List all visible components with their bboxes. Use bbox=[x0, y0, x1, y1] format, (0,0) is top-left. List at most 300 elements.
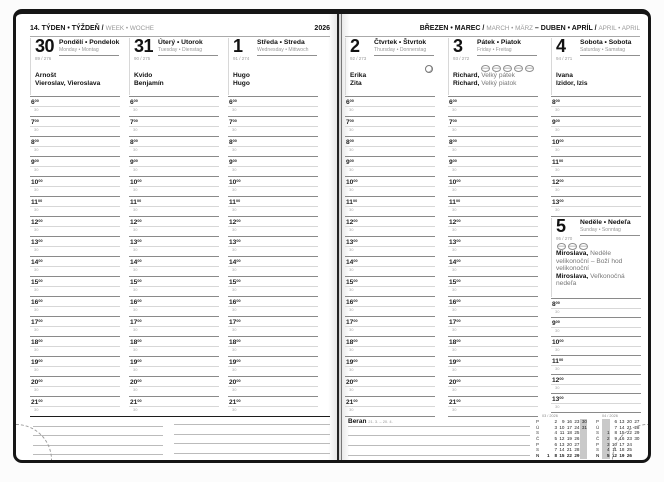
half-hour-label: 30 bbox=[452, 306, 457, 312]
day-header bbox=[30, 38, 121, 95]
easter-egg-icon bbox=[579, 243, 588, 250]
hour-minutes: 00 bbox=[232, 99, 237, 103]
mini-calendar-day: 29 bbox=[634, 430, 640, 436]
zodiac-range: 21. 3. – 20. 4. bbox=[368, 419, 393, 424]
hour-minutes: 00 bbox=[137, 299, 142, 303]
hour-number: 12 bbox=[31, 219, 39, 226]
time-slot bbox=[228, 317, 318, 337]
hour-number: 17 bbox=[346, 319, 354, 326]
half-hour-label: 30 bbox=[34, 186, 39, 192]
time-slot bbox=[448, 197, 538, 217]
half-hour-line bbox=[30, 326, 120, 327]
hour-minutes: 00 bbox=[232, 139, 237, 143]
hour-number: 9 bbox=[449, 159, 453, 166]
hour-number: 6 bbox=[449, 99, 453, 106]
half-hour-label: 30 bbox=[34, 286, 39, 292]
hour-label bbox=[449, 318, 461, 326]
hour-number: 14 bbox=[31, 259, 39, 266]
hour-number: 7 bbox=[229, 119, 233, 126]
hour-minutes: 00 bbox=[236, 339, 241, 343]
hour-label bbox=[130, 338, 142, 346]
name-day-bold: Richard, bbox=[453, 79, 480, 87]
half-hour-label: 30 bbox=[232, 246, 237, 252]
hour-label bbox=[130, 118, 138, 126]
half-hour-label: 30 bbox=[349, 246, 354, 252]
time-slot bbox=[448, 317, 538, 337]
time-slot bbox=[30, 97, 120, 117]
hour-label bbox=[552, 118, 560, 126]
hour-label bbox=[449, 198, 460, 206]
time-slot bbox=[228, 257, 318, 277]
half-hour-line bbox=[30, 126, 120, 127]
time-slot bbox=[129, 217, 219, 237]
hour-minutes: 00 bbox=[232, 159, 237, 163]
hour-label bbox=[552, 338, 564, 346]
half-hour-line bbox=[551, 346, 641, 347]
half-hour-label: 30 bbox=[555, 146, 560, 152]
name-day-bold: Ivana bbox=[556, 72, 573, 79]
hour-label bbox=[346, 138, 354, 146]
easter-egg-icon bbox=[503, 65, 512, 72]
hour-number: 19 bbox=[31, 359, 39, 366]
time-slot bbox=[129, 137, 219, 157]
hour-number: 9 bbox=[130, 159, 134, 166]
half-hour-label: 30 bbox=[133, 106, 138, 112]
hour-number: 12 bbox=[552, 179, 560, 186]
easter-egg-icon bbox=[557, 243, 566, 250]
half-hour-label: 30 bbox=[555, 166, 560, 172]
week-title: 14. TÝDEN • TÝŽDEŇ / bbox=[30, 25, 104, 32]
weekday-letter: P bbox=[596, 419, 600, 424]
half-hour-label: 30 bbox=[34, 166, 39, 172]
half-hour-label: 30 bbox=[452, 166, 457, 172]
time-slot bbox=[448, 297, 538, 317]
day-number: 3 bbox=[453, 36, 463, 56]
half-hour-line bbox=[30, 346, 120, 347]
time-slot bbox=[30, 197, 120, 217]
day-title-rule bbox=[257, 55, 317, 56]
mini-calendar-day bbox=[580, 453, 588, 459]
day-number: 31 bbox=[134, 36, 154, 56]
hour-minutes: 00 bbox=[559, 377, 564, 381]
mini-calendar-day: 18 bbox=[619, 447, 625, 453]
time-slot bbox=[448, 257, 538, 277]
name-day-line bbox=[556, 80, 641, 88]
hour-minutes: 00 bbox=[136, 199, 142, 203]
hour-minutes: 00 bbox=[137, 219, 142, 223]
mini-calendar-day: 13 bbox=[619, 419, 625, 424]
diary-book bbox=[13, 9, 651, 463]
hour-minutes: 00 bbox=[456, 399, 461, 403]
hour-label bbox=[31, 338, 43, 346]
name-days bbox=[233, 72, 318, 87]
note-line bbox=[174, 453, 330, 454]
hour-minutes: 00 bbox=[137, 339, 142, 343]
day-number: 1 bbox=[233, 36, 243, 56]
hour-minutes: 00 bbox=[133, 139, 138, 143]
hour-label bbox=[31, 218, 43, 226]
half-hour-label: 30 bbox=[349, 226, 354, 232]
day-name-intl: Wednesday • Mittwoch bbox=[257, 46, 309, 53]
hour-number: 10 bbox=[552, 339, 560, 346]
hour-number: 16 bbox=[346, 299, 354, 306]
half-hour-line bbox=[448, 106, 538, 107]
half-hour-label: 30 bbox=[555, 346, 560, 352]
time-grid bbox=[551, 298, 641, 413]
half-hour-line bbox=[228, 346, 318, 347]
half-hour-label: 30 bbox=[452, 186, 457, 192]
name-days bbox=[350, 72, 435, 87]
hour-label bbox=[552, 395, 564, 403]
mini-calendar-day: 14 bbox=[619, 424, 625, 430]
mini-calendar-day: 10 bbox=[559, 424, 565, 430]
hour-label bbox=[229, 278, 241, 286]
hour-minutes: 00 bbox=[38, 239, 43, 243]
time-slot bbox=[345, 277, 435, 297]
half-hour-line bbox=[30, 206, 120, 207]
half-hour-label: 30 bbox=[555, 126, 560, 132]
hour-number: 9 bbox=[346, 159, 350, 166]
half-hour-label: 30 bbox=[452, 286, 457, 292]
half-hour-label: 30 bbox=[555, 106, 560, 112]
time-slot bbox=[129, 177, 219, 197]
note-line bbox=[174, 443, 330, 444]
hour-minutes: 00 bbox=[559, 199, 564, 203]
weekday-letter: Č bbox=[536, 436, 540, 442]
left-header-rule bbox=[30, 36, 330, 37]
day-name-intl: Saturday • Samstag bbox=[580, 46, 626, 53]
hour-label bbox=[346, 398, 358, 406]
name-day-bold: Izidor, Izis bbox=[556, 79, 588, 87]
hour-label bbox=[130, 378, 142, 386]
hour-minutes: 00 bbox=[558, 159, 564, 163]
time-slot bbox=[551, 394, 641, 413]
time-slot bbox=[30, 297, 120, 317]
day-name-local: Úterý • Utorok bbox=[158, 39, 203, 46]
half-hour-line bbox=[30, 166, 120, 167]
half-hour-label: 30 bbox=[452, 366, 457, 372]
hour-minutes: 00 bbox=[236, 399, 241, 403]
hour-label bbox=[130, 138, 138, 146]
hour-label bbox=[449, 118, 457, 126]
note-line bbox=[33, 435, 163, 436]
hour-label bbox=[229, 378, 241, 386]
hour-label bbox=[229, 298, 241, 306]
day-header-top bbox=[552, 218, 642, 241]
day-title-rule bbox=[580, 55, 640, 56]
hour-label bbox=[31, 238, 43, 246]
hour-label bbox=[346, 338, 358, 346]
mini-calendar-day: 25 bbox=[574, 430, 580, 436]
half-hour-line bbox=[448, 306, 538, 307]
day-titles bbox=[59, 39, 119, 56]
mini-calendar-day: 30 bbox=[634, 436, 640, 442]
name-day-bold: Richard, bbox=[453, 72, 480, 79]
hour-number: 13 bbox=[449, 239, 457, 246]
time-slot bbox=[345, 397, 435, 417]
half-hour-line bbox=[448, 206, 538, 207]
day-name-intl: Thursday • Donnerstag bbox=[374, 46, 427, 53]
hour-label bbox=[31, 118, 39, 126]
hour-minutes: 00 bbox=[352, 199, 358, 203]
time-slot bbox=[228, 237, 318, 257]
easter-egg-icon bbox=[525, 65, 534, 72]
hour-minutes: 00 bbox=[232, 119, 237, 123]
hour-label bbox=[346, 298, 358, 306]
half-hour-line bbox=[30, 246, 120, 247]
half-hour-label: 30 bbox=[133, 386, 138, 392]
hour-minutes: 00 bbox=[353, 239, 358, 243]
name-days bbox=[556, 250, 641, 288]
hour-minutes: 00 bbox=[34, 139, 39, 143]
weekday-letter: N bbox=[596, 453, 600, 459]
mini-calendar-day: 2 bbox=[554, 419, 557, 424]
half-hour-line bbox=[228, 366, 318, 367]
half-hour-line bbox=[129, 146, 219, 147]
hour-label bbox=[31, 318, 43, 326]
hour-label bbox=[229, 398, 241, 406]
half-hour-label: 30 bbox=[133, 326, 138, 332]
time-slot bbox=[228, 117, 318, 137]
weekday-letter: P bbox=[536, 419, 540, 424]
time-slot bbox=[129, 277, 219, 297]
month-march: BŘEZEN • MAREC / bbox=[419, 25, 485, 32]
time-slot bbox=[551, 117, 641, 137]
weekday-letter: P bbox=[536, 441, 540, 447]
day-header-top bbox=[229, 38, 319, 61]
half-hour-label: 30 bbox=[34, 206, 39, 212]
name-day-line bbox=[453, 72, 538, 80]
hour-minutes: 00 bbox=[137, 259, 142, 263]
day-of-year: 91 / 274 bbox=[233, 56, 250, 61]
half-hour-line bbox=[551, 327, 641, 328]
hour-minutes: 00 bbox=[38, 279, 43, 283]
day-icons bbox=[557, 243, 639, 250]
weekday-letter: S bbox=[536, 447, 540, 453]
half-hour-line bbox=[228, 246, 318, 247]
half-hour-label: 30 bbox=[232, 386, 237, 392]
hour-number: 11 bbox=[31, 199, 38, 206]
day-of-year: 93 / 272 bbox=[453, 56, 470, 61]
half-hour-label: 30 bbox=[133, 206, 138, 212]
half-hour-label: 30 bbox=[349, 206, 354, 212]
time-slot bbox=[228, 177, 318, 197]
day-name-local: Středa • Streda bbox=[257, 39, 305, 46]
half-hour-line bbox=[30, 386, 120, 387]
name-day-line bbox=[134, 80, 219, 88]
hour-minutes: 00 bbox=[456, 279, 461, 283]
time-slot bbox=[228, 217, 318, 237]
hour-number: 12 bbox=[552, 377, 560, 384]
hour-number: 16 bbox=[130, 299, 138, 306]
name-day-line bbox=[134, 72, 219, 80]
half-hour-line bbox=[448, 126, 538, 127]
name-day-line bbox=[233, 80, 318, 88]
hour-number: 16 bbox=[449, 299, 457, 306]
half-hour-label: 30 bbox=[349, 406, 354, 412]
hour-label bbox=[449, 158, 457, 166]
easter-egg-icon bbox=[492, 65, 501, 72]
hour-minutes: 00 bbox=[353, 259, 358, 263]
half-hour-label: 30 bbox=[232, 126, 237, 132]
hour-label bbox=[552, 198, 564, 206]
hour-number: 6 bbox=[130, 99, 134, 106]
hour-minutes: 00 bbox=[353, 299, 358, 303]
half-hour-label: 30 bbox=[452, 226, 457, 232]
mini-calendar-day: 16 bbox=[619, 436, 625, 442]
hour-minutes: 00 bbox=[559, 339, 564, 343]
half-hour-line bbox=[228, 306, 318, 307]
hour-number: 11 bbox=[552, 358, 559, 365]
hour-number: 8 bbox=[552, 301, 556, 308]
hour-number: 12 bbox=[449, 219, 457, 226]
holiday-text: Veľkonočná nedeľa bbox=[556, 272, 625, 288]
day-titles bbox=[158, 39, 218, 56]
hour-number: 16 bbox=[31, 299, 39, 306]
day-name-local: Čtvrtek • Štvrtok bbox=[374, 39, 427, 46]
half-hour-line bbox=[129, 126, 219, 127]
hour-number: 15 bbox=[31, 279, 39, 286]
half-hour-line bbox=[129, 406, 219, 407]
page-gutter-line-2 bbox=[341, 14, 342, 460]
hour-number: 18 bbox=[346, 339, 354, 346]
half-hour-line bbox=[551, 365, 641, 366]
time-grid bbox=[448, 96, 538, 417]
hour-number: 11 bbox=[449, 199, 456, 206]
month-april-intl: APRIL • APRIL bbox=[598, 25, 640, 32]
time-slot bbox=[551, 356, 641, 375]
time-slot bbox=[30, 237, 120, 257]
hour-minutes: 00 bbox=[137, 399, 142, 403]
hour-label bbox=[552, 300, 560, 308]
name-day-line bbox=[556, 273, 641, 288]
half-hour-label: 30 bbox=[232, 106, 237, 112]
hour-number: 21 bbox=[31, 399, 39, 406]
half-hour-label: 30 bbox=[349, 366, 354, 372]
time-slot bbox=[30, 157, 120, 177]
time-slot bbox=[551, 97, 641, 117]
day-header bbox=[129, 38, 220, 95]
month-header bbox=[345, 24, 640, 34]
hour-minutes: 00 bbox=[235, 199, 241, 203]
half-hour-line bbox=[30, 286, 120, 287]
half-hour-line bbox=[228, 166, 318, 167]
time-grid bbox=[345, 96, 435, 417]
half-hour-label: 30 bbox=[349, 266, 354, 272]
half-hour-label: 30 bbox=[133, 406, 138, 412]
hour-number: 18 bbox=[229, 339, 237, 346]
half-hour-line bbox=[228, 186, 318, 187]
hour-label bbox=[130, 358, 142, 366]
mini-calendar-day: 31 bbox=[580, 425, 588, 431]
name-days bbox=[556, 72, 641, 87]
half-hour-label: 30 bbox=[34, 246, 39, 252]
mini-calendar-day: 21 bbox=[566, 447, 572, 453]
hour-number: 10 bbox=[346, 179, 354, 186]
name-day-bold: Zita bbox=[350, 79, 362, 87]
hour-minutes: 00 bbox=[236, 239, 241, 243]
name-day-bold: Vieroslav, Vieroslava bbox=[35, 79, 101, 87]
day-name-intl: Tuesday • Dienstag bbox=[158, 46, 203, 53]
half-hour-line bbox=[448, 146, 538, 147]
half-hour-line bbox=[228, 226, 318, 227]
name-day-line bbox=[35, 80, 120, 88]
mini-calendar-day: 11 bbox=[612, 447, 617, 453]
hour-minutes: 00 bbox=[456, 179, 461, 183]
mini-calendar-day: 21 bbox=[626, 424, 632, 430]
half-hour-line bbox=[228, 266, 318, 267]
hour-number: 10 bbox=[552, 139, 560, 146]
half-hour-label: 30 bbox=[452, 206, 457, 212]
time-slot bbox=[228, 137, 318, 157]
hour-number: 7 bbox=[130, 119, 134, 126]
half-hour-label: 30 bbox=[555, 308, 560, 314]
hour-number: 7 bbox=[449, 119, 453, 126]
hour-minutes: 00 bbox=[456, 299, 461, 303]
hour-number: 10 bbox=[229, 179, 237, 186]
hour-minutes: 00 bbox=[38, 179, 43, 183]
half-hour-label: 30 bbox=[349, 146, 354, 152]
name-day-bold: Kvido bbox=[134, 72, 153, 79]
note-line bbox=[348, 426, 530, 427]
mini-calendar-day: 7 bbox=[614, 424, 617, 430]
time-slot bbox=[448, 97, 538, 117]
half-hour-line bbox=[345, 246, 435, 247]
mini-calendar-day: 1 bbox=[602, 430, 610, 436]
hour-label bbox=[130, 198, 141, 206]
name-day-bold: Erika bbox=[350, 72, 367, 79]
mini-calendar-day: 4 bbox=[602, 447, 610, 453]
time-slot bbox=[228, 377, 318, 397]
half-hour-line bbox=[345, 326, 435, 327]
hour-number: 7 bbox=[31, 119, 35, 126]
hour-number: 16 bbox=[229, 299, 237, 306]
half-hour-label: 30 bbox=[34, 326, 39, 332]
hour-number: 13 bbox=[130, 239, 138, 246]
name-day-bold: Miroslava, bbox=[556, 272, 589, 280]
mini-calendar-day: 29 bbox=[574, 453, 580, 459]
mini-calendar-day: 8 bbox=[554, 453, 557, 459]
day-column bbox=[228, 38, 318, 420]
hour-minutes: 00 bbox=[38, 319, 43, 323]
mini-calendar-day: 18 bbox=[566, 430, 572, 436]
name-day-bold: Arnošt bbox=[35, 72, 57, 79]
half-hour-label: 30 bbox=[232, 206, 237, 212]
half-hour-line bbox=[228, 106, 318, 107]
half-hour-label: 30 bbox=[34, 386, 39, 392]
time-slot bbox=[30, 317, 120, 337]
half-hour-line bbox=[129, 246, 219, 247]
half-hour-line bbox=[345, 286, 435, 287]
time-slot bbox=[30, 277, 120, 297]
hour-line bbox=[345, 416, 435, 417]
hour-number: 14 bbox=[449, 259, 457, 266]
hour-label bbox=[31, 198, 42, 206]
mini-calendar-day: 12 bbox=[611, 453, 617, 459]
weekday-letter: Ú bbox=[596, 424, 600, 430]
hour-label bbox=[130, 98, 138, 106]
half-hour-label: 30 bbox=[452, 146, 457, 152]
hour-number: 12 bbox=[130, 219, 138, 226]
half-hour-line bbox=[345, 206, 435, 207]
hour-minutes: 00 bbox=[137, 319, 142, 323]
hour-label bbox=[449, 278, 461, 286]
half-hour-line bbox=[228, 126, 318, 127]
time-slot bbox=[448, 117, 538, 137]
hour-number: 19 bbox=[229, 359, 237, 366]
hour-label bbox=[229, 178, 241, 186]
hour-label bbox=[130, 158, 138, 166]
